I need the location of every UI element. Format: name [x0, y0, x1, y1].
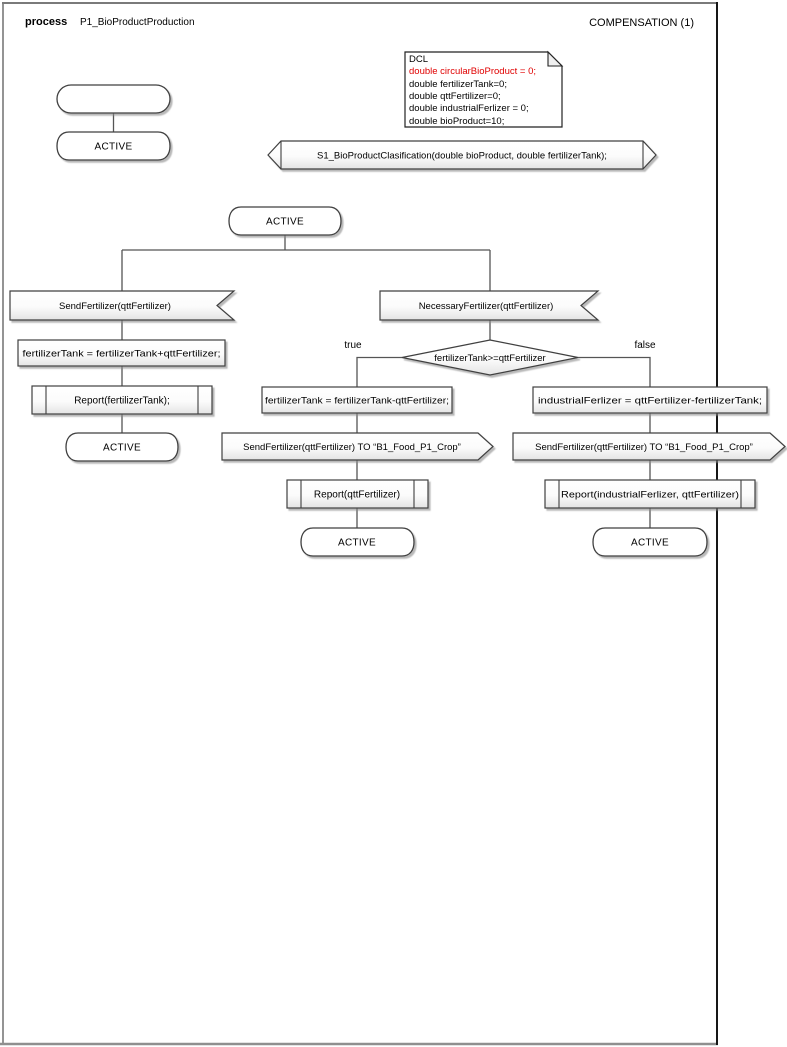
input-necessary-fertilizer[interactable]: [380, 291, 598, 320]
task-industrial-fertilizer[interactable]: [533, 387, 767, 413]
start-state[interactable]: [57, 85, 170, 113]
note-fold-icon: [548, 52, 562, 66]
state-main-active[interactable]: [229, 207, 341, 235]
state-label: ACTIVE: [266, 216, 304, 228]
dcl-line: double circularBioProduct = 0;: [409, 66, 537, 77]
decision-label: fertilizerTank>=qttFertilizer: [434, 353, 546, 364]
task-label: fertilizerTank = fertilizerTank+qttFertilizer;: [22, 348, 221, 360]
state-label: ACTIVE: [631, 537, 669, 549]
state-label: ACTIVE: [338, 537, 376, 549]
procedure-report-qtt-fertilizer[interactable]: [287, 480, 428, 508]
dcl-line: double bioProduct=10;: [409, 116, 505, 127]
input-send-fertilizer[interactable]: [10, 291, 234, 320]
signal-declaration[interactable]: [268, 141, 656, 169]
procedure-label: Report(fertilizerTank);: [74, 395, 170, 407]
dcl-line: double fertilizerTank=0;: [409, 79, 507, 90]
input-label: SendFertilizer(qttFertilizer): [59, 301, 171, 312]
procedure-report-industrial[interactable]: [545, 480, 755, 508]
state-false-active[interactable]: [593, 528, 707, 556]
state-label: ACTIVE: [103, 442, 141, 454]
decision-true-label: true: [344, 340, 362, 351]
process-name: P1_BioProductProduction: [80, 17, 195, 28]
output-label: SendFertilizer(qttFertilizer) TO “B1_Food_P1_Crop”: [535, 442, 753, 453]
decision-false-label: false: [634, 340, 656, 351]
task-add-fertilizer[interactable]: [18, 340, 225, 366]
procedure-report-fertilizer-tank[interactable]: [32, 386, 212, 414]
connector-line: [578, 358, 650, 388]
state-true-active[interactable]: [301, 528, 414, 556]
state-left-active[interactable]: [66, 433, 178, 461]
dcl-line: double industrialFerlizer = 0;: [409, 103, 529, 114]
declarations-note[interactable]: [405, 52, 562, 127]
process-kind-label: process: [25, 16, 68, 28]
state-label: ACTIVE: [94, 141, 133, 153]
procedure-label: Report(qttFertilizer): [313, 489, 401, 501]
signal-label: S1_BioProductClasification(double bioProduct, double fertilizerTank);: [317, 150, 607, 162]
procedure-label: Report(industrialFerlizer, qttFertilizer): [561, 489, 739, 501]
dcl-title: DCL: [409, 54, 429, 65]
output-send-fertilizer-true[interactable]: [222, 433, 493, 460]
input-label: NecessaryFertilizer(qttFertilizer): [418, 301, 554, 312]
decision-fertilizer-tank[interactable]: [402, 340, 578, 375]
connector-line: [357, 358, 402, 388]
state-initial-active[interactable]: [57, 132, 170, 160]
output-label: SendFertilizer(qttFertilizer) TO “B1_Food_P1_Crop”: [243, 442, 461, 453]
page-title: COMPENSATION (1): [589, 17, 694, 29]
output-send-fertilizer-false[interactable]: [513, 433, 785, 460]
dcl-line: double qttFertilizer=0;: [409, 91, 501, 102]
task-subtract-fertilizer[interactable]: [262, 387, 452, 413]
task-label: industrialFerlizer = qttFertilizer-fertilizerTank;: [538, 395, 762, 407]
task-label: fertilizerTank = fertilizerTank-qttFertilizer;: [265, 395, 449, 407]
